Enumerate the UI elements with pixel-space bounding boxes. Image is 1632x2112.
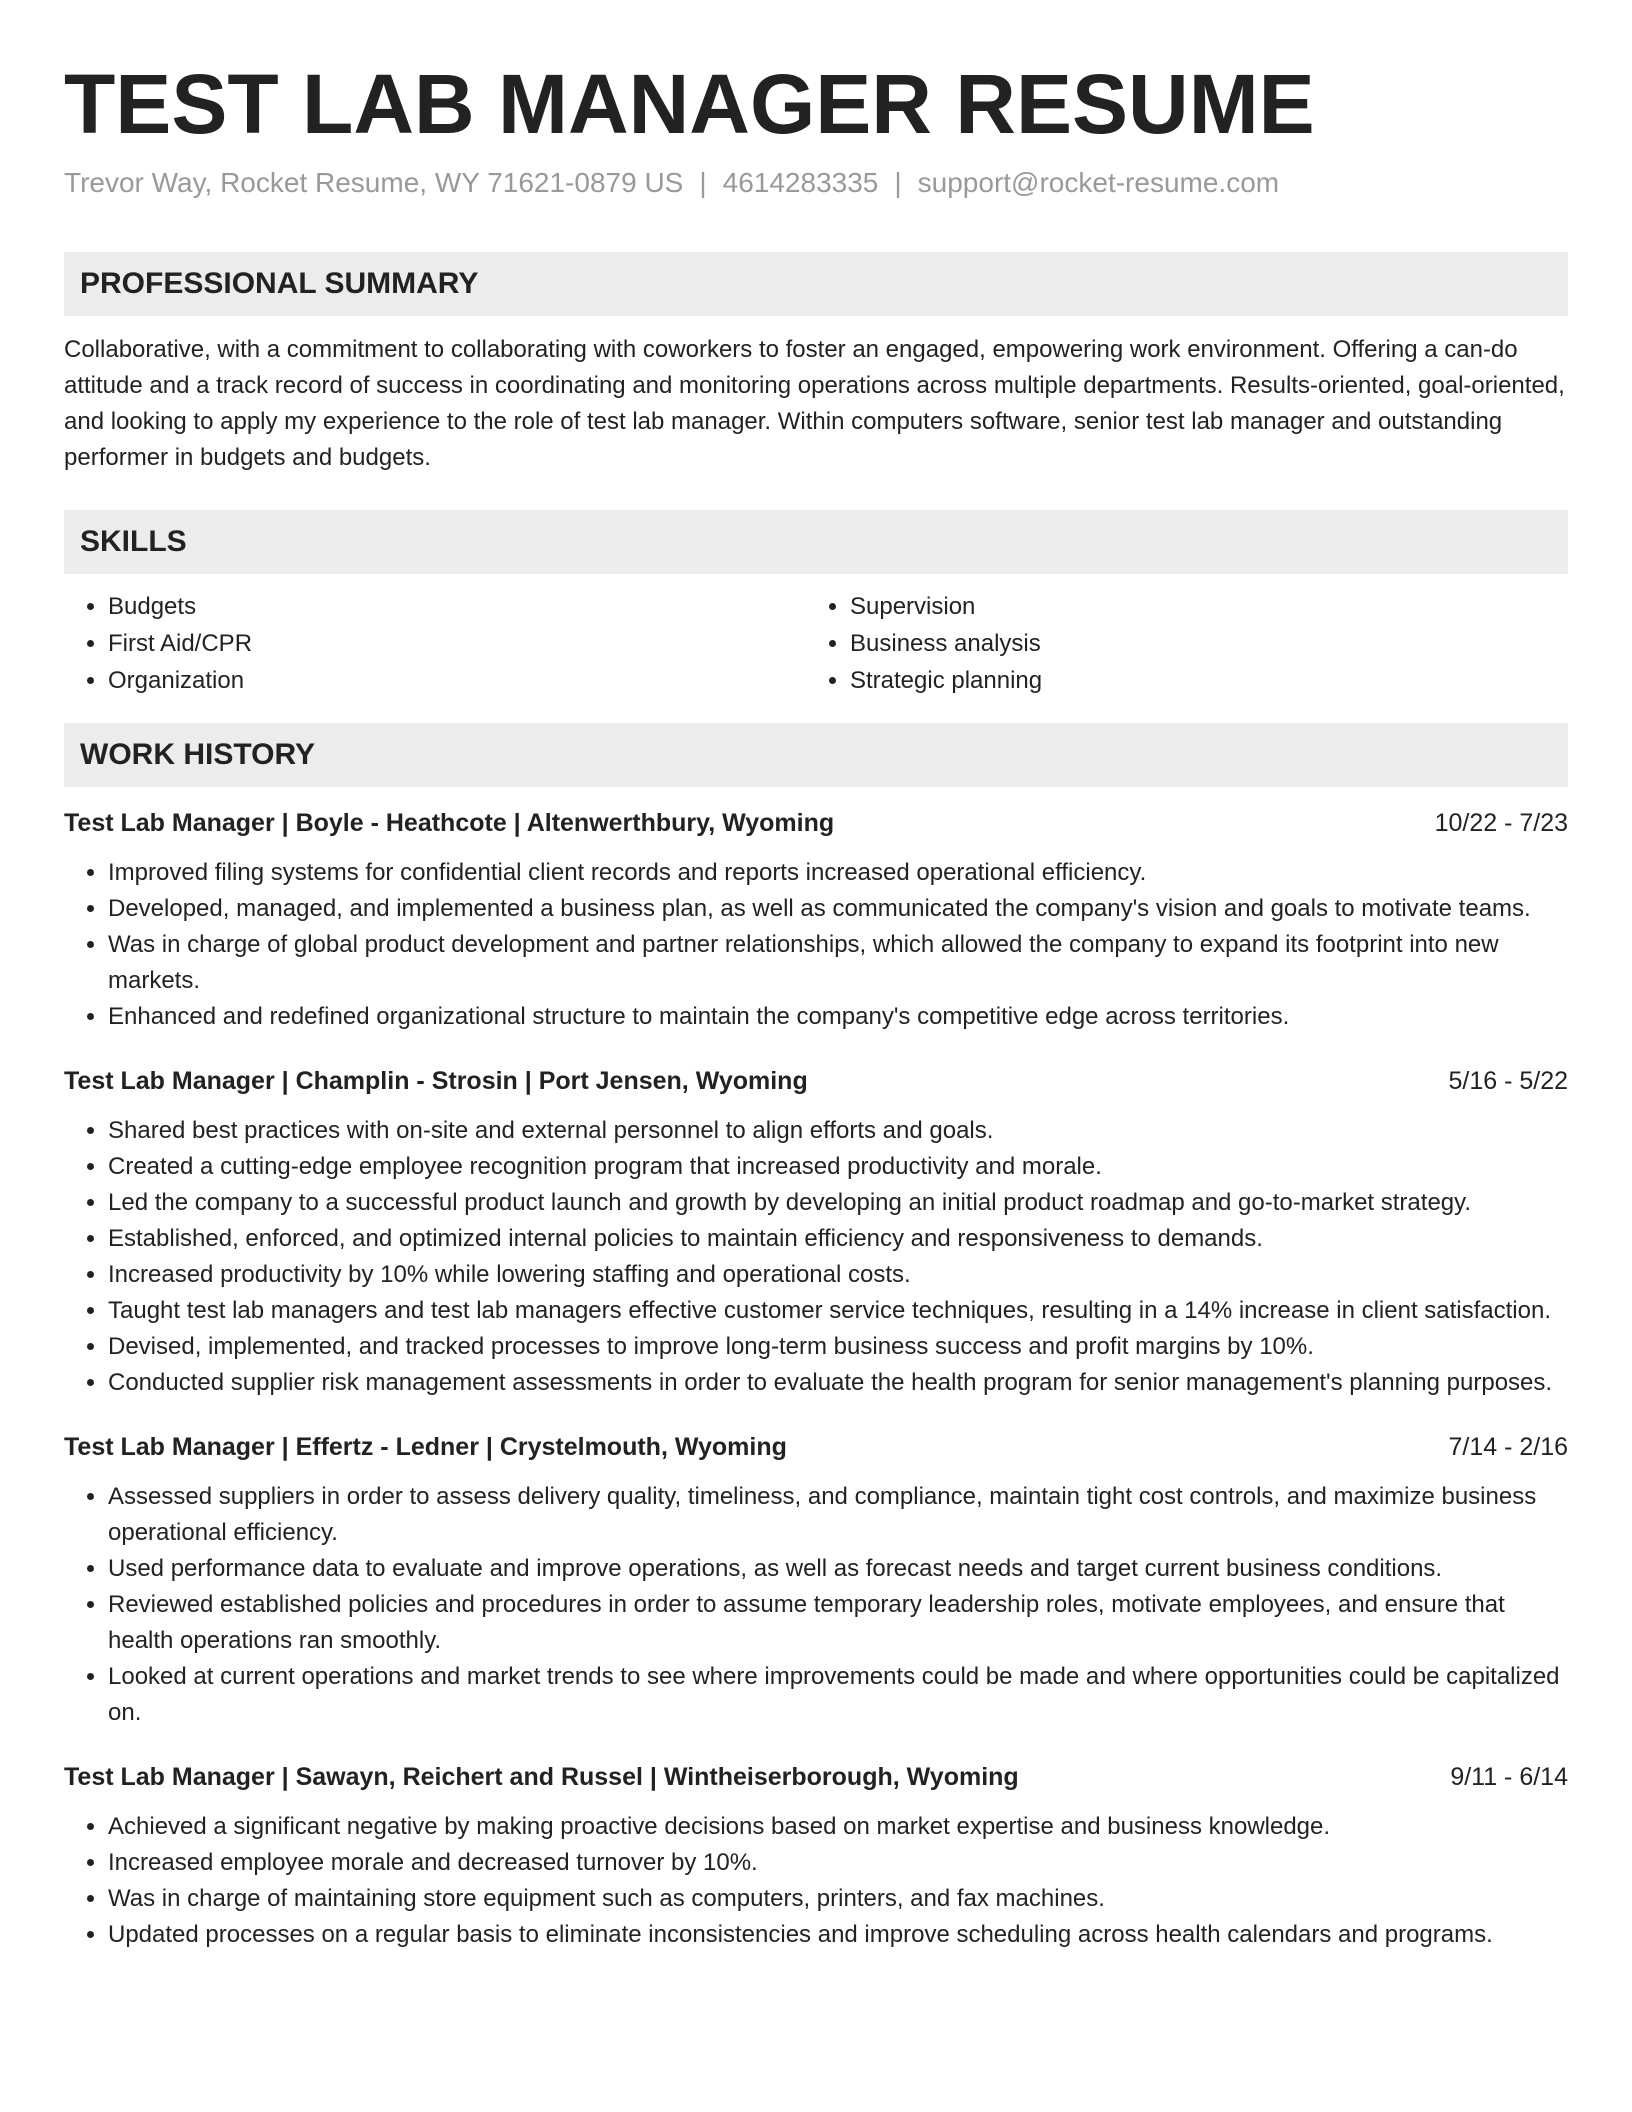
job-bullet: • Improved filing systems for confidential client records and reports increased operational efficiency. — [108, 855, 1568, 891]
job-bullet: • Assessed suppliers in order to assess delivery quality, timeliness, and compliance, maintain tight cost controls, and maximize business operational efficiency. — [108, 1479, 1568, 1551]
skills-column-right — [806, 588, 1548, 699]
skill-item: • Supervision — [850, 588, 1548, 625]
contact-address: Trevor Way, Rocket Resume, WY 71621-0879 US — [64, 167, 684, 198]
job-bullet: • Used performance data to evaluate and improve operations, as well as forecast needs and target current business conditions. — [108, 1551, 1568, 1587]
contact-separator: | — [699, 167, 707, 198]
job-entry — [64, 805, 1568, 1035]
job-title: Test Lab Manager | Effertz - Ledner | Crystelmouth, Wyoming — [64, 1433, 787, 1461]
contact-line — [64, 166, 1568, 200]
job-bullet: • Updated processes on a regular basis to eliminate inconsistencies and improve scheduling across health calendars and programs. — [108, 1917, 1568, 1953]
section-heading-work-history: WORK HISTORY — [64, 723, 1568, 787]
skill-item: • Business analysis — [850, 625, 1548, 662]
job-bullet: • Led the company to a successful product launch and growth by developing an initial product roadmap and go-to-market strategy. — [108, 1185, 1568, 1221]
job-dates: 9/11 - 6/14 — [1450, 1763, 1568, 1791]
job-bullet: • Established, enforced, and optimized internal policies to maintain efficiency and responsiveness to demands. — [108, 1221, 1568, 1257]
job-bullet: • Enhanced and redefined organizational structure to maintain the company's competitive edge across territories. — [108, 999, 1568, 1035]
job-dates: 7/14 - 2/16 — [1448, 1433, 1568, 1461]
skills-list — [64, 588, 1568, 699]
job-entry — [64, 1063, 1568, 1401]
job-bullet: • Increased productivity by 10% while lowering staffing and operational costs. — [108, 1257, 1568, 1293]
job-bullet: • Devised, implemented, and tracked processes to improve long-term business success and profit margins by 10%. — [108, 1329, 1568, 1365]
resume-title: TEST LAB MANAGER RESUME — [64, 57, 1315, 151]
job-dates: 5/16 - 5/22 — [1448, 1067, 1568, 1095]
section-heading-summary: PROFESSIONAL SUMMARY — [64, 252, 1568, 316]
job-bullet: • Achieved a significant negative by making proactive decisions based on market expertise and business knowledge. — [108, 1809, 1568, 1845]
job-title: Test Lab Manager | Boyle - Heathcote | Altenwerthbury, Wyoming — [64, 809, 835, 837]
job-dates: 10/22 - 7/23 — [1434, 809, 1568, 837]
contact-email[interactable]: support@rocket-resume.com — [917, 167, 1280, 198]
job-bullet: • Reviewed established policies and procedures in order to assume temporary leadership roles, motivate employees, and ensure that health operations ran smoothly. — [108, 1587, 1568, 1659]
skill-item: • First Aid/CPR — [108, 625, 806, 662]
job-bullet: • Created a cutting-edge employee recognition program that increased productivity and morale. — [108, 1149, 1568, 1185]
summary-text: Collaborative, with a commitment to collaborating with coworkers to foster an engaged, empowering work environment. Offering a can-do attitude and a track record of success in coordinating and monitoring operations across multiple departments. Results-oriented, goal-oriented, and looking to apply my experience to the role of test lab manager. Within computers software, senior test lab manager and outstanding performer in budgets and budgets. — [64, 336, 1565, 471]
job-bullet: • Was in charge of global product development and partner relationships, which allowed the company to expand its footprint into new markets. — [108, 927, 1568, 999]
section-heading-skills: SKILLS — [64, 510, 1568, 574]
job-bullet: • Increased employee morale and decreased turnover by 10%. — [108, 1845, 1568, 1881]
skill-item: • Strategic planning — [850, 662, 1548, 699]
skill-item: • Budgets — [108, 588, 806, 625]
job-bullet: • Developed, managed, and implemented a business plan, as well as communicated the company's vision and goals to motivate teams. — [108, 891, 1568, 927]
job-entry — [64, 1429, 1568, 1731]
job-entry — [64, 1759, 1568, 1953]
job-bullet: • Shared best practices with on-site and external personnel to align efforts and goals. — [108, 1113, 1568, 1149]
skills-column-left — [64, 588, 806, 699]
contact-phone: 4614283335 — [722, 167, 879, 198]
job-bullet: • Was in charge of maintaining store equipment such as computers, printers, and fax machines. — [108, 1881, 1568, 1917]
contact-separator: | — [894, 167, 902, 198]
job-bullet: • Looked at current operations and market trends to see where improvements could be made and where opportunities could be capitalized on. — [108, 1659, 1568, 1731]
job-title: Test Lab Manager | Sawayn, Reichert and Russel | Wintheiserborough, Wyoming — [64, 1763, 1019, 1791]
job-bullet: • Conducted supplier risk management assessments in order to evaluate the health program for senior management's planning purposes. — [108, 1365, 1568, 1401]
skill-item: • Organization — [108, 662, 806, 699]
job-bullet: • Taught test lab managers and test lab managers effective customer service techniques, resulting in a 14% increase in client satisfaction. — [108, 1293, 1568, 1329]
job-title: Test Lab Manager | Champlin - Strosin | Port Jensen, Wyoming — [64, 1067, 808, 1095]
